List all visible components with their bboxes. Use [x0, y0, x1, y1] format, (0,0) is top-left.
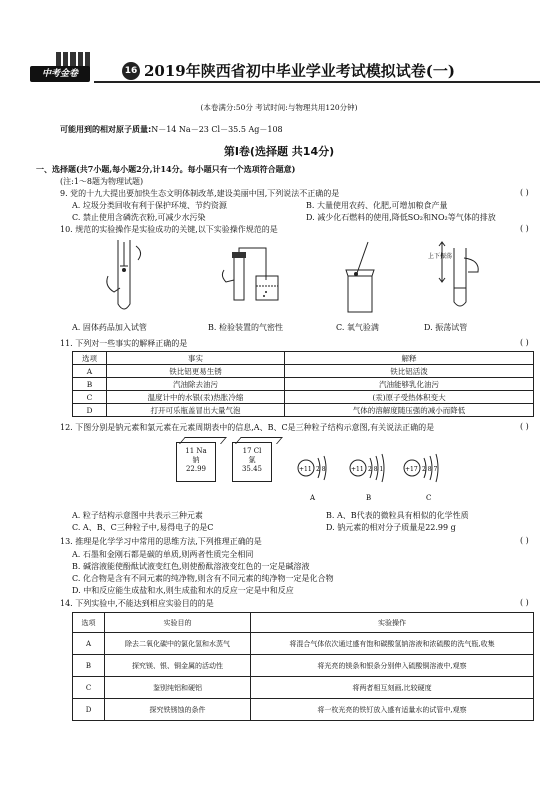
atom-b: [350, 454, 384, 502]
q12-option-d: D. 钠元素的相对分子质量是22.99 g: [326, 523, 456, 532]
table-cell: 铁比铝更易生锈: [107, 365, 285, 378]
table-cell: D: [73, 404, 107, 417]
sodium-line-1: [177, 447, 215, 456]
atom-c-nucleus: +17: [405, 466, 418, 473]
q11-header-row: [73, 352, 534, 365]
section-title: 第Ⅰ卷(选择题 共14分): [223, 145, 335, 158]
q14-stem: 14. 下列实验中,不能达到相应实验目的的是: [60, 599, 214, 608]
chlorine-mass: 35.45: [241, 465, 263, 473]
table-cell: A: [73, 633, 105, 655]
atom-c-shells: 2 8 7: [422, 466, 438, 473]
atomic-mass-values: N－14 Na－23 Cl－35.5 Ag－108: [151, 125, 283, 134]
q10-option-d: D. 振荡试管: [424, 323, 468, 332]
header-rule: [94, 81, 540, 83]
table-cell: 铁比铝活泼: [285, 365, 534, 378]
table-cell: 温度计中的水银(汞)热胀冷缩: [107, 391, 285, 404]
q11-stem: 11. 下列对一些事实的解释正确的是: [60, 339, 188, 348]
test-tube-solid-figure: [100, 236, 150, 318]
atom-b-nucleus: +11: [351, 466, 364, 473]
table-cell: 汽油除去油污: [107, 378, 285, 391]
particle-diagrams: [290, 442, 450, 502]
paper-title: 2019年陕西省初中毕业学业考试模拟试卷(一): [144, 62, 455, 80]
oxygen-full-check-figure: [334, 240, 384, 318]
sodium-element-card: [176, 442, 216, 482]
table-row: [73, 391, 534, 404]
paper-number: 16: [122, 62, 140, 80]
part-note: (注:1～8题为物理试题): [60, 177, 144, 186]
q14-table: [72, 612, 534, 721]
atom-a: [298, 456, 326, 502]
q13-answer-paren: ( ): [520, 536, 529, 545]
table-row: [73, 365, 534, 378]
q9-answer-paren: ( ): [520, 188, 529, 197]
q9-option-a: A. 垃圾分类回收有利于保护环境、节约资源: [72, 201, 227, 210]
q14-answer-paren: ( ): [520, 598, 529, 607]
q9-stem: 9. 党的十九大提出要加快生态文明体制改革,建设美丽中国,下列说法不正确的是: [60, 189, 340, 198]
sodium-symbol: Na: [196, 447, 207, 455]
q9-option-c: C. 禁止使用含磷洗衣粉,可减少水污染: [72, 213, 206, 222]
table-header: 实验操作: [251, 613, 534, 633]
q12-answer-paren: ( ): [520, 422, 529, 431]
sodium-number: 11: [185, 447, 195, 455]
atom-a-nucleus: +11: [299, 466, 312, 473]
atom-c: [404, 454, 438, 502]
table-cell: C: [73, 391, 107, 404]
exam-header: [20, 48, 540, 86]
table-header: 事实: [107, 352, 285, 365]
table-header: 选项: [73, 613, 105, 633]
atom-a-label: A: [310, 494, 316, 502]
chlorine-number: 17: [242, 447, 252, 455]
table-row: [73, 404, 534, 417]
chlorine-element-card: [232, 442, 272, 482]
q10-answer-paren: ( ): [520, 224, 529, 233]
table-cell: A: [73, 365, 107, 378]
table-cell: 将混合气体依次通过盛有饱和碳酸氢钠溶液和浓硫酸的洗气瓶,收集: [251, 633, 534, 655]
table-cell: 探究铁锈蚀的条件: [105, 699, 251, 721]
sodium-name: 钠: [192, 456, 200, 464]
q10-option-b: B. 检验装置的气密性: [208, 323, 283, 332]
table-cell: 汽油能够乳化油污: [285, 378, 534, 391]
atom-a-shells: 2 8: [316, 466, 326, 473]
logo-badge: 中考金卷: [30, 66, 90, 82]
sodium-mass: 22.99: [185, 465, 207, 473]
q14-header-row: [73, 613, 534, 633]
chlorine-name: 氯: [248, 456, 256, 464]
table-cell: C: [73, 677, 105, 699]
q10-option-a: A. 固体药品加入试管: [72, 323, 147, 332]
table-cell: 气体的溶解度随压强的减小而降低: [285, 404, 534, 417]
atom-b-label: B: [366, 494, 372, 502]
exam-info: (本卷满分:50分 考试时间:与物理共用120分钟): [200, 103, 358, 112]
q12-option-a: A. 粒子结构示意图中共表示三种元素: [72, 511, 203, 520]
q12-option-b: B. A、B代表的微粒具有相似的化学性质: [326, 511, 469, 520]
table-header: 解释: [285, 352, 534, 365]
table-cell: 除去二氧化碳中的氯化氢和水蒸气: [105, 633, 251, 655]
table-cell: B: [73, 378, 107, 391]
atom-b-shells: 2 8 1: [368, 466, 384, 473]
table-cell: 将光亮的镁条和银条分别伸入硫酸铜溶液中,观察: [251, 655, 534, 677]
shake-label: 上下振荡: [428, 253, 453, 260]
q9-option-d: D. 减少化石燃料的使用,降低SO₂和NO₂等气体的排放: [306, 213, 496, 222]
table-cell: 将一枚光亮的铁钉放入盛有适量水的试管中,观察: [251, 699, 534, 721]
table-row: [73, 699, 534, 721]
chlorine-line-1: [233, 447, 271, 456]
table-row: [73, 633, 534, 655]
q12-option-c: C. A、B、C三种粒子中,易得电子的是C: [72, 523, 214, 532]
table-cell: (汞)原子受热体积变大: [285, 391, 534, 404]
q13-option-c: C. 化合物是含有不同元素的纯净物,则含有不同元素的纯净物一定是化合物: [72, 574, 334, 583]
table-header: 选项: [73, 352, 107, 365]
table-row: [73, 655, 534, 677]
table-cell: 打开可乐瓶盖冒出大量气泡: [107, 404, 285, 417]
q11-table: [72, 351, 534, 417]
table-row: [73, 677, 534, 699]
atom-c-label: C: [426, 494, 432, 502]
q10-option-c: C. 氧气验满: [336, 323, 379, 332]
q9-option-b: B. 大量使用农药、化肥,可增加粮食产量: [306, 201, 448, 210]
q13-option-a: A. 石墨和金刚石都是碳的单质,则两者性质完全相同: [72, 550, 254, 559]
q13-stem: 13. 推理是化学学习中常用的思维方法,下列推理正确的是: [60, 537, 262, 546]
table-cell: D: [73, 699, 105, 721]
table-cell: B: [73, 655, 105, 677]
table-cell: 探究镁、银、铜金属的活动性: [105, 655, 251, 677]
part-heading: 一、选择题(共7小题,每小题2分,计14分。每小题只有一个选项符合题意): [36, 164, 296, 174]
q12-stem: 12. 下图分别是钠元素和氯元素在元素周期表中的信息,A、B、C是三种粒子结构示意图,有关说法正确的是: [60, 423, 435, 432]
airtightness-check-figure: [220, 246, 290, 318]
table-cell: 鉴别纯铝和硬铝: [105, 677, 251, 699]
table-row: [73, 378, 534, 391]
shaking-tube-figure: [424, 238, 484, 318]
chlorine-symbol: Cl: [253, 447, 262, 455]
table-header: 实验目的: [105, 613, 251, 633]
table-cell: 将两者相互刻画,比较硬度: [251, 677, 534, 699]
atomic-mass-line: [60, 124, 283, 135]
atomic-mass-label: 可能用到的相对原子质量:: [60, 125, 152, 134]
q13-option-d: D. 中和反应能生成盐和水,则生成盐和水的反应一定是中和反应: [72, 586, 294, 595]
q11-answer-paren: ( ): [520, 338, 529, 347]
q10-stem: 10. 规范的实验操作是实验成功的关键,以下实验操作规范的是: [60, 225, 278, 234]
q13-option-b: B. 碱溶液能使酚酞试液变红色,则使酚酞溶液变红色的一定是碱溶液: [72, 562, 310, 571]
logo: [30, 52, 94, 82]
